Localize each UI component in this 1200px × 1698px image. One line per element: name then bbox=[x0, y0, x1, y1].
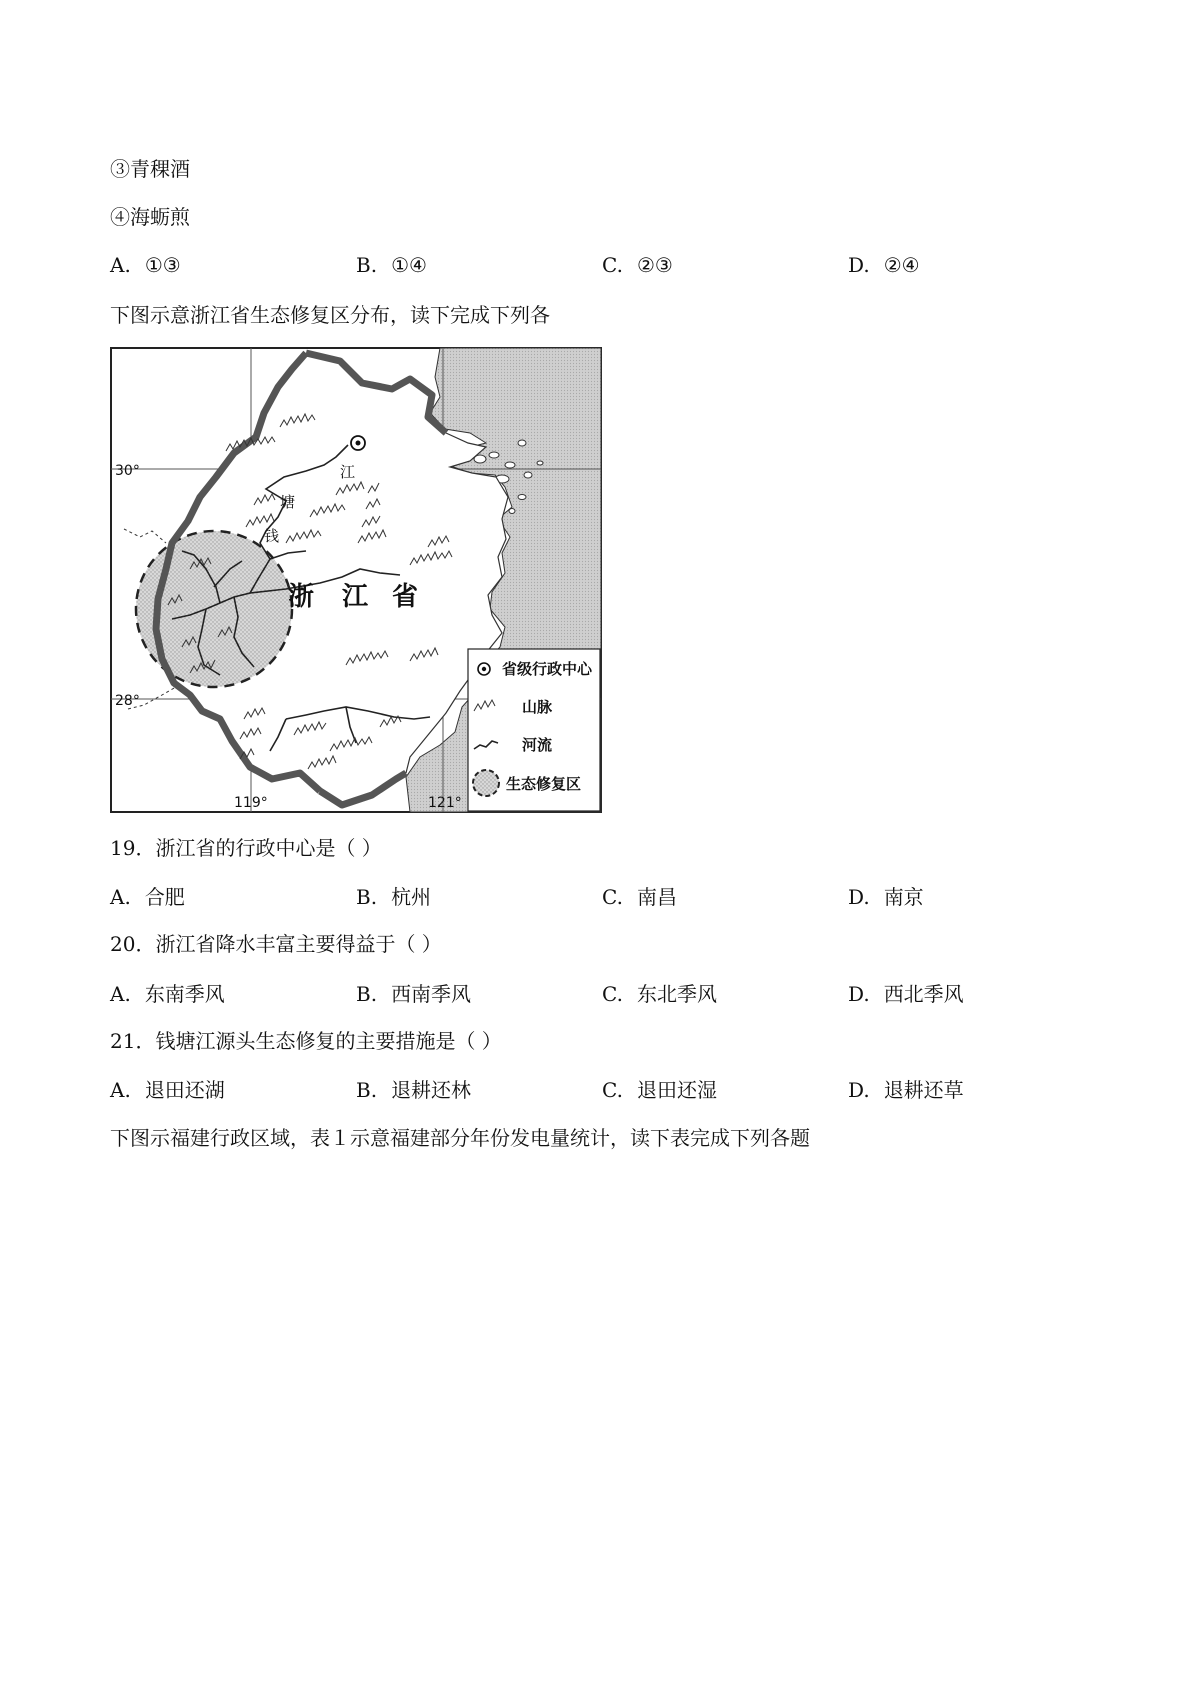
map-legend bbox=[468, 649, 600, 811]
option-b[interactable]: B. 西南季风 bbox=[356, 982, 472, 1006]
q20-options bbox=[110, 980, 1110, 1008]
zhejiang-map bbox=[110, 347, 602, 813]
option-b[interactable]: B. ①④ bbox=[356, 253, 427, 277]
river-char-2: 塘 bbox=[280, 493, 296, 511]
option-c[interactable]: C. ②③ bbox=[602, 253, 673, 277]
option-c[interactable]: C. 东北季风 bbox=[602, 982, 717, 1006]
province-char-1: 浙 bbox=[288, 582, 315, 612]
option-c[interactable]: C. 退田还湿 bbox=[602, 1078, 717, 1102]
option-a[interactable]: A. 合肥 bbox=[110, 885, 185, 909]
intro-text-2: 下图示福建行政区域，表１示意福建部分年份发电量统计，读下表完成下列各题 bbox=[110, 1126, 810, 1150]
option-a[interactable]: A. 东南季风 bbox=[110, 982, 225, 1006]
option-b[interactable]: B. 退耕还林 bbox=[356, 1078, 472, 1102]
legend-mountain: 山脉 bbox=[522, 698, 553, 716]
q19-options bbox=[110, 883, 1110, 911]
item-3: ③青稞酒 bbox=[110, 157, 190, 181]
q21-options bbox=[110, 1076, 1110, 1104]
legend-capital: 省级行政中心 bbox=[502, 660, 593, 678]
q20-stem: 20．浙江省降水丰富主要得益于（ ） bbox=[110, 932, 442, 956]
restoration-legend-icon bbox=[473, 770, 499, 796]
river-char-1: 江 bbox=[340, 463, 356, 481]
lon-121-label: 121° bbox=[428, 795, 462, 811]
lon-119-label: 119° bbox=[234, 795, 268, 811]
river-char-3: 钱 bbox=[264, 527, 280, 545]
provincial-center-icon bbox=[351, 436, 365, 450]
legend-restoration: 生态修复区 bbox=[506, 775, 582, 793]
legend-river: 河流 bbox=[522, 736, 553, 754]
item-4: ④海蛎煎 bbox=[110, 205, 190, 229]
option-a[interactable]: A. ①③ bbox=[110, 253, 181, 277]
option-d[interactable]: D. 西北季风 bbox=[848, 982, 964, 1006]
option-a[interactable]: A. 退田还湖 bbox=[110, 1078, 225, 1102]
option-d[interactable]: D. ②④ bbox=[848, 253, 920, 277]
option-d[interactable]: D. 退耕还草 bbox=[848, 1078, 964, 1102]
option-d[interactable]: D. 南京 bbox=[848, 885, 924, 909]
q18-options bbox=[110, 251, 1110, 279]
province-char-2: 江 bbox=[342, 582, 369, 612]
option-c[interactable]: C. 南昌 bbox=[602, 885, 677, 909]
option-b[interactable]: B. 杭州 bbox=[356, 885, 432, 909]
lat-30-label: 30° bbox=[115, 463, 140, 479]
intro-text: 下图示意浙江省生态修复区分布，读下完成下列各 bbox=[110, 303, 550, 327]
q21-stem: 21．钱塘江源头生态修复的主要措施是（ ） bbox=[110, 1029, 502, 1053]
lat-28-label: 28° bbox=[115, 693, 140, 709]
q19-stem: 19．浙江省的行政中心是（ ） bbox=[110, 836, 382, 860]
province-char-3: 省 bbox=[392, 582, 419, 612]
